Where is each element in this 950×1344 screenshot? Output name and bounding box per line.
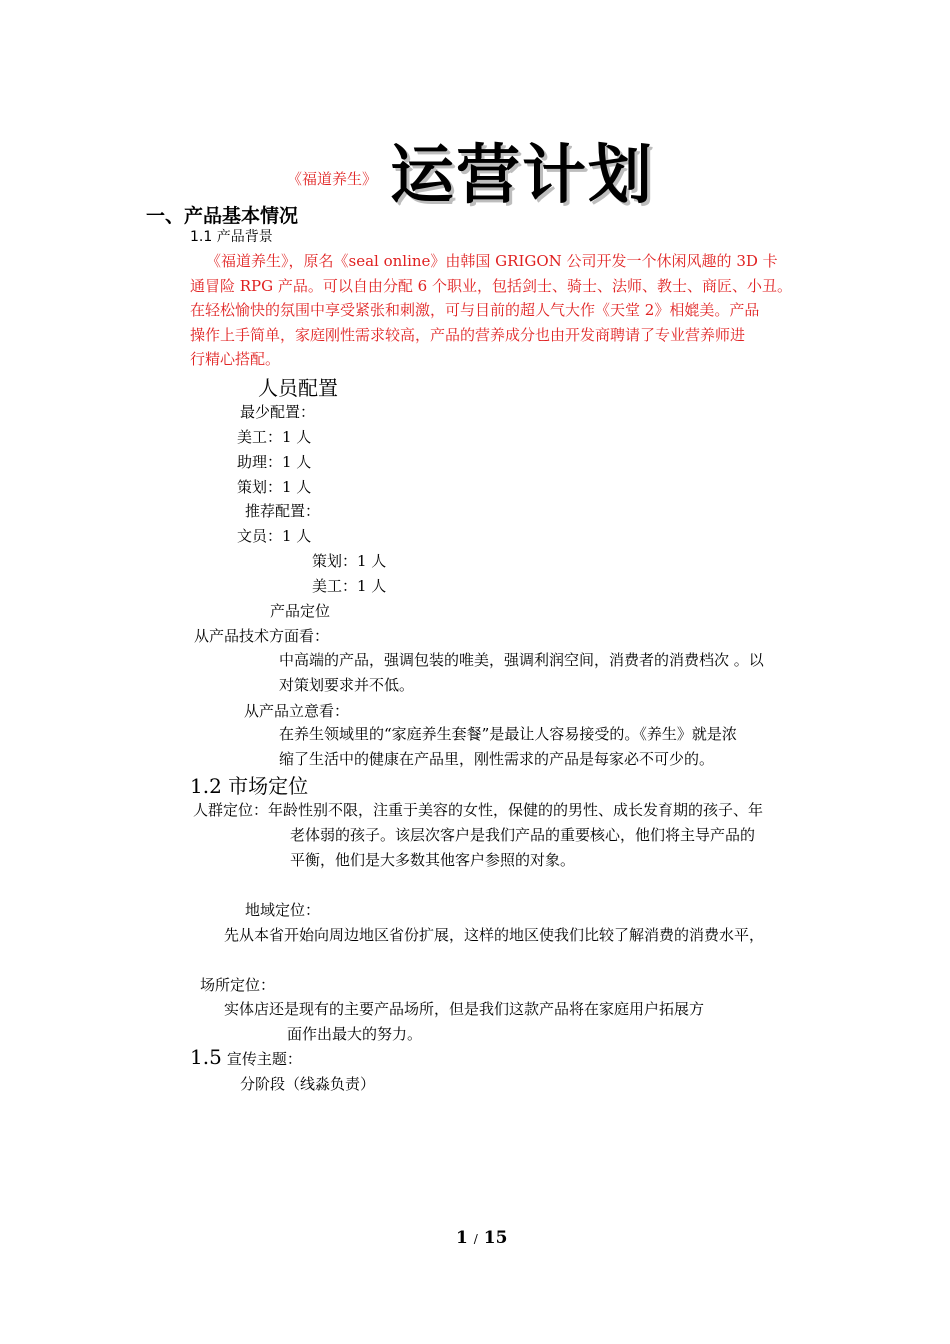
venue-positioning-line: 面作出最大的努力。 [287,1025,423,1043]
staffing-heading: 人员配置 [258,376,338,400]
section-label: 宣传主题： [226,1050,302,1068]
document-subtitle: 《福道养生》 [287,170,378,188]
crowd-positioning-line: 老体弱的孩子。该层次客户是我们产品的重要核心，他们将主导产品的 [290,826,756,844]
paragraph-line: 对策划要求并不低。 [279,675,415,694]
subheading-1-1: 1.1 产品背景 [190,229,273,245]
tech-view-label: 从产品技术方面看： [194,627,330,645]
staff-item: 助理：1 人 [237,453,312,471]
recommended-staffing-label: 推荐配置： [245,502,321,520]
section-number: 1.5 [190,1045,222,1069]
document-title: 运营计划 [390,139,654,213]
staff-item: 文员：1 人 [237,527,312,545]
section-heading-1-2: 1.2 市场定位 [190,774,309,798]
region-positioning-text: 先从本省开始向周边地区省份扩展，这样的地区使我们比较了解消费的消费水平， [224,926,765,944]
promotion-phase-text: 分阶段（线淼负责） [240,1075,376,1093]
product-background-paragraph [190,249,792,372]
paragraph-line: 在养生领域里的“家庭养生套餐”是最让人容易接受的。《养生》就是浓 [279,725,737,743]
paragraph-line: 行精心搭配。 [190,350,281,368]
paragraph-line: 缩了生活中的健康在产品里，刚性需求的产品是每家必不可少的。 [279,749,715,768]
crowd-positioning-line: 平衡，他们是大多数其他客户参照的对象。 [290,851,576,869]
paragraph-line: 《福道养生》，原名《seal online》由韩国 GRIGON 公司开发一个休闲风趣的 3D 卡 [206,252,778,270]
paragraph-line: 通冒险 RPG 产品。可以自由分配 6 个职业，包括剑士、骑士、法师、教士、商匠、小丑。 [190,276,792,295]
venue-positioning-line: 实体店还是现有的主要产品场所，但是我们这款产品将在家庭用户拓展方 [224,1000,705,1018]
region-positioning-label: 地域定位： [245,901,321,919]
crowd-positioning-line: 人群定位：年龄性别不限，注重于美容的女性，保健的的男性、成长发育期的孩子、年 [193,801,764,819]
staff-item: 策划：1 人 [237,478,312,496]
tech-view-paragraph [279,648,764,697]
page-separator: / [473,1232,478,1246]
paragraph-line: 在轻松愉快的氛围中享受紧张和刺激，可与目前的超人气大作《天堂 2》相媲美。产品 [190,301,760,319]
intent-view-paragraph [279,722,737,771]
section-heading-1: 一、产品基本情况 [146,205,299,227]
venue-positioning-label: 场所定位： [200,976,276,994]
min-staffing-label: 最少配置： [240,403,316,421]
positioning-heading: 产品定位 [270,602,331,620]
section-heading-1-5 [190,1045,302,1069]
page-number [456,1228,507,1248]
paragraph-line: 操作上手简单，家庭刚性需求较高，产品的营养成分也由开发商聘请了专业营养师进 [190,325,746,344]
staff-item: 美工：1 人 [312,577,387,595]
page-current: 1 [456,1228,468,1248]
staff-item: 美工：1 人 [237,428,312,446]
staff-item: 策划：1 人 [312,552,387,570]
page-total: 15 [483,1228,508,1248]
intent-view-label: 从产品立意看： [244,702,350,720]
paragraph-line: 中高端的产品，强调包装的唯美，强调利润空间，消费者的消费档次 。以 [279,651,764,669]
